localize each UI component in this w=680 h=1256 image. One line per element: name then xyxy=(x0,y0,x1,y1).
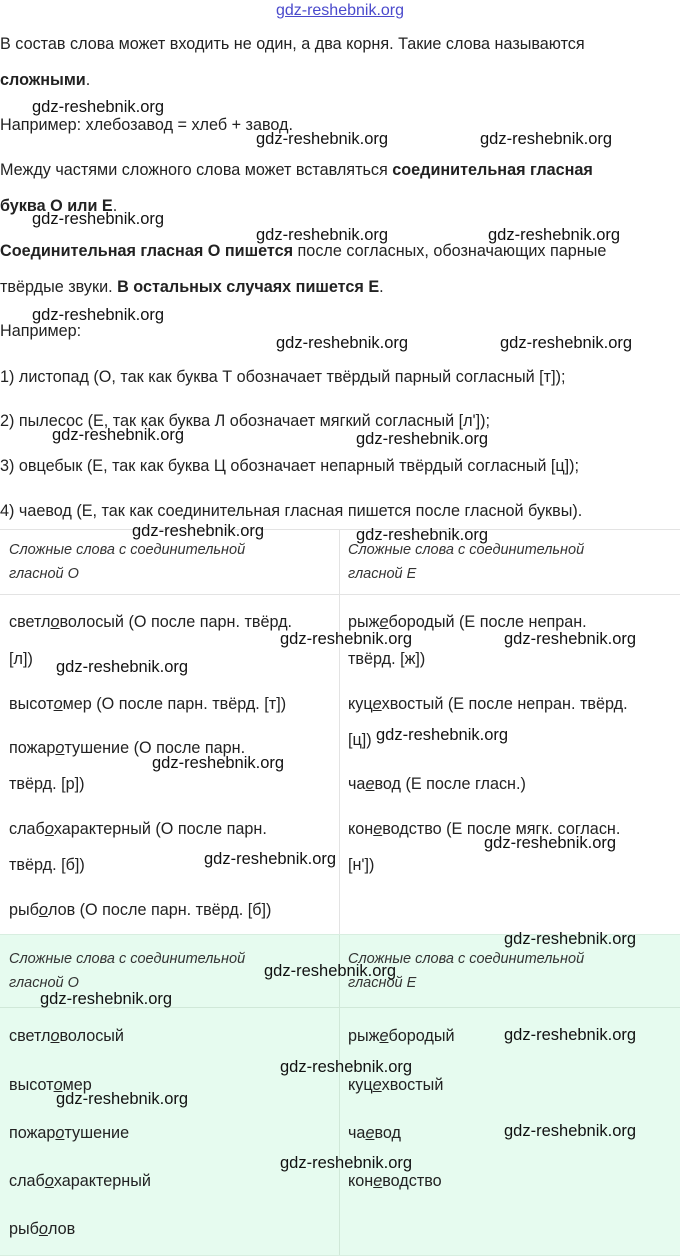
table-cell: куцехвостый xyxy=(348,1076,444,1094)
table-header-o: Сложные слова с соединительной гласной О xyxy=(9,542,246,582)
watermark: gdz-reshebnik.org xyxy=(280,1058,413,1076)
list-item: 2) пылесос (Е, так как буква Л обозначает мягкий согласный [л']); xyxy=(0,412,491,430)
table-cell: [ц]) xyxy=(348,731,372,749)
watermark: gdz-reshebnik.org xyxy=(356,430,489,448)
paragraph-example: Например: хлебозавод = хлеб + завод. xyxy=(0,116,293,134)
table-cell: чаевод (Е после гласн.) xyxy=(348,775,526,793)
watermark: gdz-reshebnik.org xyxy=(504,630,637,648)
paragraph-connecting-vowel-cont: буква О или Е. xyxy=(0,197,118,215)
watermark: gdz-reshebnik.org xyxy=(280,1154,413,1172)
watermark: gdz-reshebnik.org xyxy=(484,834,617,852)
watermark: gdz-reshebnik.org xyxy=(56,1090,189,1108)
table-cell: пожаротушение (О после парн. xyxy=(9,739,246,757)
table-header-e: Сложные слова с соединительной гласной Е xyxy=(348,951,585,991)
watermark: gdz-reshebnik.org xyxy=(356,526,489,544)
watermark: gdz-reshebnik.org xyxy=(132,522,265,540)
watermark: gdz-reshebnik.org xyxy=(504,1122,637,1140)
watermark: gdz-reshebnik.org xyxy=(504,1026,637,1044)
table-cell: светловолосый xyxy=(9,1027,124,1045)
table-cell: рыболов (О после парн. твёрд. [б]) xyxy=(9,901,272,919)
watermark: gdz-reshebnik.org xyxy=(56,658,189,676)
table-header-o: Сложные слова с соединительной гласной О xyxy=(9,951,246,991)
watermark: gdz-reshebnik.org xyxy=(204,850,337,868)
paragraph-rule-cont: твёрдые звуки. В остальных случаях пишется Е. xyxy=(0,278,384,296)
table-cell: куцехвостый (Е после непран. твёрд. xyxy=(348,695,628,713)
watermark: gdz-reshebnik.org xyxy=(504,930,637,948)
table-cell: слабохарактерный xyxy=(9,1172,151,1190)
watermark: gdz-reshebnik.org xyxy=(500,334,633,352)
watermark: gdz-reshebnik.org xyxy=(152,754,285,772)
watermark: gdz-reshebnik.org xyxy=(256,226,389,244)
table-cell: чаевод xyxy=(348,1124,401,1142)
list-item: 3) овцебык (Е, так как буква Ц обозначает непарный твёрдый согласный [ц]); xyxy=(0,457,580,475)
table-cell: светловолосый (О после парн. твёрд. xyxy=(9,613,293,631)
table-cell: рыболов xyxy=(9,1220,76,1238)
watermark: gdz-reshebnik.org xyxy=(488,226,621,244)
table-cell: [л]) xyxy=(9,650,33,668)
watermark: gdz-reshebnik.org xyxy=(276,334,409,352)
watermark: gdz-reshebnik.org xyxy=(256,130,389,148)
watermark: gdz-reshebnik.org xyxy=(32,210,165,228)
table-cell: твёрд. [ж]) xyxy=(348,650,426,668)
table-header-e: Сложные слова с соединительной гласной Е xyxy=(348,542,585,582)
watermark: gdz-reshebnik.org xyxy=(40,990,173,1008)
table-cell: высотомер (О после парн. твёрд. [т]) xyxy=(9,695,287,713)
table-cell: коневодство (Е после мягк. согласн. xyxy=(348,820,621,838)
table-with-explanations xyxy=(0,529,680,936)
watermark: gdz-reshebnik.org xyxy=(264,962,397,980)
watermark: gdz-reshebnik.org xyxy=(32,306,165,324)
watermark: gdz-reshebnik.org xyxy=(280,630,413,648)
watermark: gdz-reshebnik.org xyxy=(480,130,613,148)
table-cell: пожаротушение xyxy=(9,1124,130,1142)
watermark: gdz-reshebnik.org xyxy=(52,426,185,444)
watermark: gdz-reshebnik.org xyxy=(32,98,165,116)
table-cell: [н']) xyxy=(348,856,375,874)
paragraph-rule: Соединительная гласная О пишется после согласных, обозначающих парные xyxy=(0,242,607,260)
table-cell: твёрд. [р]) xyxy=(9,775,85,793)
watermark: gdz-reshebnik.org xyxy=(376,726,509,744)
list-item: 1) листопад (О, так как буква Т обозначает твёрдый парный согласный [т]); xyxy=(0,368,566,386)
paragraph-intro: В состав слова может входить не один, а два корня. Такие слова называются xyxy=(0,35,585,53)
table-cell: слабохарактерный (О после парн. xyxy=(9,820,267,838)
table-cell: рыжебородый xyxy=(348,1027,455,1045)
paragraph-for-example: Например: xyxy=(0,322,82,340)
table-cell: коневодство xyxy=(348,1172,442,1190)
list-item: 4) чаевод (Е, так как соединительная гласная пишется после гласной буквы). xyxy=(0,502,583,520)
paragraph-connecting-vowel: Между частями сложного слова может вставляться соединительная гласная xyxy=(0,161,593,179)
top-watermark-link[interactable]: gdz-reshebnik.org xyxy=(275,2,405,19)
table-cell: рыжебородый (Е после непран. xyxy=(348,613,587,631)
table-cell: высотомер xyxy=(9,1076,92,1094)
table-cell: твёрд. [б]) xyxy=(9,856,85,874)
paragraph-intro-cont: сложными. xyxy=(0,71,91,89)
